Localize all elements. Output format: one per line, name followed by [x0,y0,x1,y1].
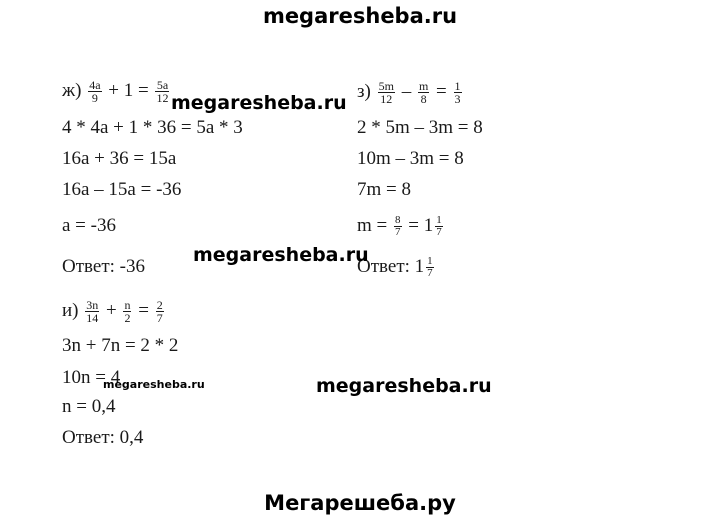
fraction: $\frac{1}{7}$ [427,255,433,280]
problem-z-step4: m = $\frac{8}{7}$ = 1 $\frac{1}{7}$ [357,214,442,239]
problem-i-step3: n = 0,4 [62,396,116,417]
operator: + [106,299,117,321]
problem-zh-step4: a = -36 [62,215,116,236]
operator: = [138,299,149,321]
problem-zh-label: ж) [62,79,82,101]
problem-zh-step2: 16a + 36 = 15a [62,148,177,169]
watermark-mid: megaresheba.ru [171,92,347,114]
problem-zh-step1: 4 * 4a + 1 * 36 = 5a * 3 [62,117,243,138]
problem-i-equation [62,299,166,324]
fraction: $\frac{m}{8}$ [418,79,429,106]
problem-i-answer: Ответ: 0,4 [62,427,144,448]
watermark-mid: megaresheba.ru [193,244,369,266]
problem-z-step2: 10m – 3m = 8 [357,148,464,169]
fraction: $\frac{4a}{9}$ [89,78,101,105]
problem-zh-step3: 16a – 15a = -36 [62,179,182,200]
operator: + 1 = [108,79,149,101]
operator: – [401,80,412,102]
fraction: $\frac{1}{7}$ [436,214,442,239]
problem-z-equation [357,80,464,105]
problem-i-label: и) [62,299,79,321]
fraction: $\frac{1}{3}$ [454,79,461,106]
problem-zh-equation [62,79,171,104]
fraction: $\frac{2}{7}$ [156,298,163,325]
watermark-tiny: megaresheba.ru [103,378,205,391]
watermark-mid: megaresheba.ru [316,375,492,397]
problem-z-answer: Ответ: 1 $\frac{1}{7}$ [357,255,433,280]
problem-zh-answer: Ответ: -36 [62,256,145,277]
problem-z-step3: 7m = 8 [357,179,411,200]
fraction: $\frac{8}{7}$ [395,214,401,239]
watermark-bottom: Мегарешеба.ру [264,491,456,515]
problem-z-step1: 2 * 5m – 3m = 8 [357,117,483,138]
fraction: $\frac{5m}{12}$ [378,79,394,106]
fraction: $\frac{n}{2}$ [124,298,131,325]
watermark-top: megaresheba.ru [262,4,458,28]
problem-i-step2: 10n = 4 [62,367,121,388]
fraction: $\frac{3n}{14}$ [86,298,99,325]
problem-i-step1: 3n + 7n = 2 * 2 [62,335,179,356]
operator: = [436,80,447,102]
fraction: $\frac{5a}{12}$ [156,78,169,105]
problem-z-label: з) [357,80,371,102]
